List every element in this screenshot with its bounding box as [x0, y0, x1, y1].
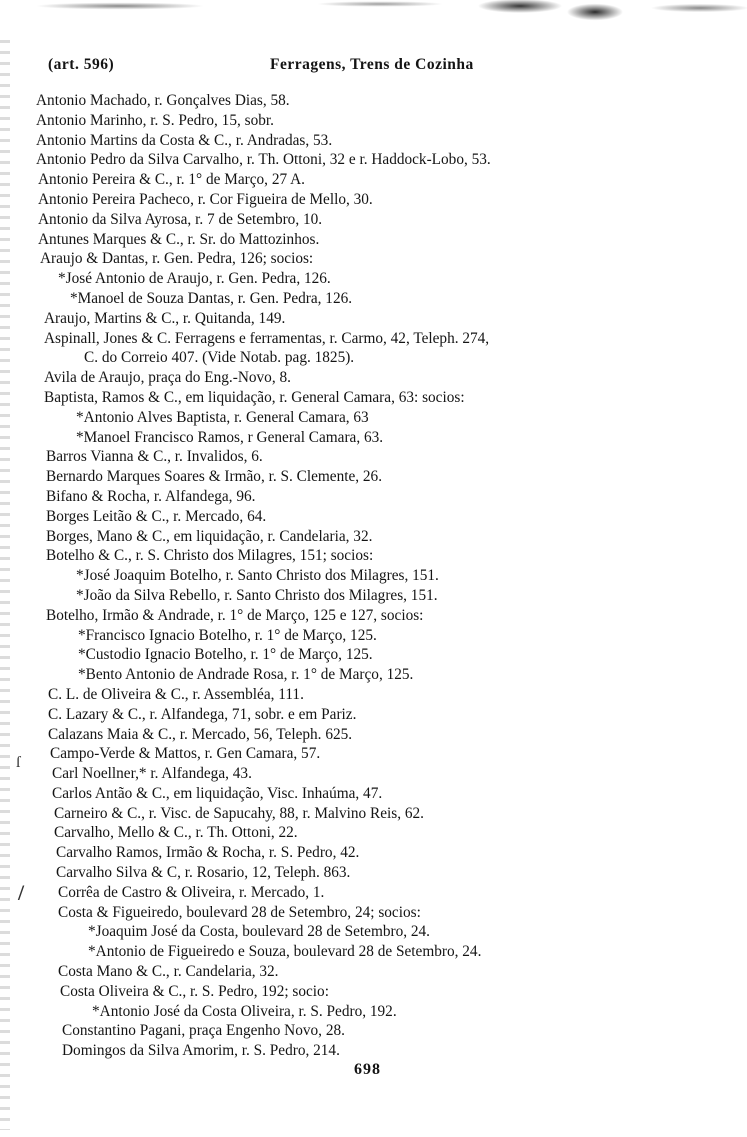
directory-entry: Carlos Antão & C., em liquidação, Visc. Inhaúma, 47. — [52, 784, 383, 802]
directory-entry: Antonio da Silva Ayrosa, r. 7 de Setembro, 10. — [38, 210, 323, 228]
directory-entry: *Joaquim José da Costa, boulevard 28 de Setembro, 24. — [88, 923, 430, 941]
directory-entry: Antunes Marques & C., r. Sr. do Mattozinhos. — [38, 230, 320, 248]
directory-entry: Botelho, Irmão & Andrade, r. 1° de Março, 125 e 127, socios: — [46, 606, 424, 624]
directory-entry: Carl Noellner,* r. Alfandega, 43. — [52, 765, 252, 783]
directory-entry: *Francisco Ignacio Botelho, r. 1° de Março, 125. — [78, 626, 377, 644]
margin-pencil-mark: / — [18, 880, 25, 905]
directory-entry: Antonio Pereira Pacheco, r. Cor Figueira de Mello, 30. — [38, 190, 373, 208]
page-header — [48, 56, 568, 78]
directory-entry: *Antonio Alves Baptista, r. General Camara, 63 — [76, 408, 369, 426]
directory-entry: Avila de Araujo, praça do Eng.-Novo, 8. — [44, 369, 291, 387]
directory-entry: C. Lazary & C., r. Alfandega, 71, sobr. e em Pariz. — [48, 705, 357, 723]
directory-entry: Borges Leitão & C., r. Mercado, 64. — [46, 507, 267, 525]
directory-entry: Costa Mano & C., r. Candelaria, 32. — [58, 963, 279, 981]
directory-entry: C. do Correio 407. (Vide Notab. pag. 1825). — [84, 349, 355, 367]
directory-entry: Domingos da Silva Amorim, r. S. Pedro, 214. — [62, 1042, 340, 1060]
directory-entry: Campo-Verde & Mattos, r. Gen Camara, 57. — [50, 745, 321, 763]
directory-entry: Carvalho Silva & C, r. Rosario, 12, Teleph. 863. — [56, 864, 351, 882]
directory-entry: Botelho & C., r. S. Christo dos Milagres, 151; socios: — [46, 547, 374, 565]
directory-entry: Constantino Pagani, praça Engenho Novo, 28. — [62, 1022, 345, 1040]
directory-entry: Araujo & Dantas, r. Gen. Pedra, 126; socios: — [40, 250, 314, 268]
directory-entry: Bernardo Marques Soares & Irmão, r. S. Clemente, 26. — [46, 468, 383, 486]
directory-entry: Antonio Martins da Costa & C., r. Andradas, 53. — [36, 131, 333, 149]
directory-entry: Bifano & Rocha, r. Alfandega, 96. — [46, 487, 256, 505]
directory-entry: *Manoel de Souza Dantas, r. Gen. Pedra, 126. — [70, 289, 353, 307]
page-top-scan-noise — [0, 0, 747, 30]
directory-entry: Costa & Figueiredo, boulevard 28 de Setembro, 24; socios: — [58, 903, 421, 921]
directory-entry: *Bento Antonio de Andrade Rosa, r. 1° de Março, 125. — [78, 666, 414, 684]
margin-pencil-mark: ſ — [16, 754, 21, 771]
directory-entry: Carneiro & C., r. Visc. de Sapucahy, 88, r. Malvino Reis, 62. — [54, 804, 424, 822]
directory-entry: Antonio Machado, r. Gonçalves Dias, 58. — [36, 92, 290, 109]
directory-entry: Antonio Marinho, r. S. Pedro, 15, sobr. — [36, 111, 274, 129]
directory-entry: Barros Vianna & C., r. Invalidos, 6. — [46, 448, 263, 466]
directory-entry: *João da Silva Rebello, r. Santo Christo dos Milagres, 151. — [76, 586, 438, 604]
page-number: 698 — [354, 1061, 381, 1078]
directory-entry: Antonio Pedro da Silva Carvalho, r. Th. Ottoni, 32 e r. Haddock-Lobo, 53. — [36, 151, 491, 169]
directory-listing — [0, 91, 747, 1061]
directory-entry: Calazans Maia & C., r. Mercado, 56, Teleph. 625. — [48, 725, 353, 743]
directory-entry: *Antonio de Figueiredo e Souza, boulevard 28 de Setembro, 24. — [88, 943, 482, 961]
directory-entry: Araujo, Martins & C., r. Quitanda, 149. — [44, 309, 286, 327]
directory-entry: Costa Oliveira & C., r. S. Pedro, 192; socio: — [60, 982, 329, 1000]
section-reference: (art. 596) — [48, 56, 115, 73]
directory-entry: C. L. de Oliveira & C., r. Assembléa, 111. — [48, 685, 304, 703]
directory-entry: *Manoel Francisco Ramos, r General Camara, 63. — [76, 428, 384, 446]
page-title: Ferragens, Trens de Cozinha — [270, 56, 474, 73]
directory-entry: Carvalho Ramos, Irmão & Rocha, r. S. Pedro, 42. — [56, 844, 360, 862]
directory-entry: *Custodio Ignacio Botelho, r. 1° de Março, 125. — [78, 646, 373, 664]
directory-entry: Baptista, Ramos & C., em liquidação, r. General Camara, 63: socios: — [44, 388, 465, 406]
directory-entry: Corrêa de Castro & Oliveira, r. Mercado, 1. — [58, 883, 325, 901]
directory-entry: Antonio Pereira & C., r. 1° de Março, 27 A. — [38, 171, 305, 189]
directory-entry: *José Joaquim Botelho, r. Santo Christo dos Milagres, 151. — [76, 567, 439, 585]
directory-entry: Borges, Mano & C., em liquidação, r. Candelaria, 32. — [46, 527, 373, 545]
directory-entry: Aspinall, Jones & C. Ferragens e ferramentas, r. Carmo, 42, Teleph. 274, — [44, 329, 490, 347]
directory-entry: *José Antonio de Araujo, r. Gen. Pedra, 126. — [58, 270, 331, 288]
directory-entry: *Antonio José da Costa Oliveira, r. S. Pedro, 192. — [92, 1002, 397, 1020]
directory-entry: Carvalho, Mello & C., r. Th. Ottoni, 22. — [54, 824, 298, 842]
